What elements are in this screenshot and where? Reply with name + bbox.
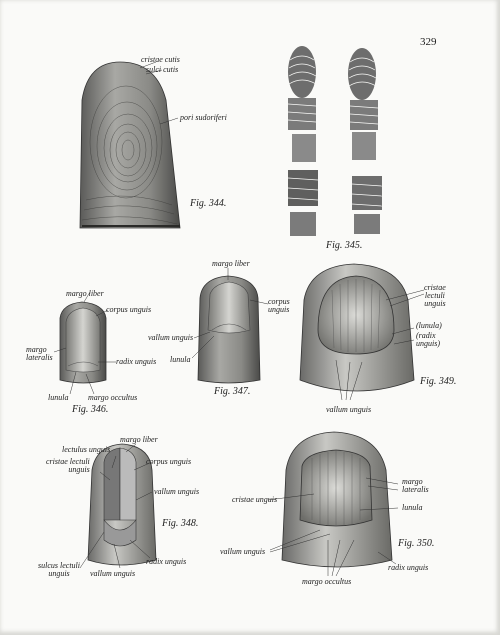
fig347-finger [192, 268, 268, 383]
label-margo-occultus: margo occultus [88, 393, 138, 402]
label-radix-unguis: radix unguis [146, 557, 187, 566]
fig350-nailbed [268, 432, 398, 576]
label-radix-unguis: radix unguis [388, 563, 429, 572]
fig348-sectioned-finger [80, 444, 156, 568]
caption-fig346: Fig. 346. [72, 404, 109, 415]
fig344-fingertip [80, 62, 180, 228]
label-cristae-unguis: cristae unguis [232, 495, 278, 504]
label-lunula: lunula [48, 393, 69, 402]
label-margo-occultus: margo occultus [302, 577, 352, 586]
label-vallum-unguis: vallum unguis [148, 333, 194, 342]
label-cristae-cutis: cristae cutis [141, 55, 180, 64]
label-pori-sudoriferi: pori sudoriferi [180, 113, 227, 122]
label-corpus-unguis: corpus unguis [146, 457, 192, 466]
fig345-fingerprints [288, 46, 382, 236]
caption-fig347: Fig. 347. [214, 386, 251, 397]
caption-fig350: Fig. 350. [398, 538, 435, 549]
caption-fig344: Fig. 344. [190, 198, 227, 209]
label-vallum-unguis: vallum unguis [154, 487, 200, 496]
label-vallum-unguis: vallum unguis [220, 547, 266, 556]
caption-fig348: Fig. 348. [162, 518, 199, 529]
label-lunula: lunula [170, 355, 191, 364]
label-lectulus-unguis: lectulus unguis [62, 445, 111, 454]
label-lunula: lunula [402, 503, 423, 512]
label-margo-lateralis: margo lateralis [402, 477, 429, 494]
label-corpus-unguis: corpus unguis [268, 297, 290, 314]
label-vallum-unguis: vallum unguis [326, 405, 372, 414]
page-number: 329 [420, 36, 437, 48]
label-sulcus-lectuli-unguis: sulcus lectuli unguis [38, 561, 80, 578]
label-radix-unguis: (radix unguis) [416, 331, 440, 348]
label-margo-liber: margo liber [66, 289, 104, 298]
label-vallum-unguis-bottom: vallum unguis [90, 569, 136, 578]
label-cristae-lectuli-unguis: cristae lectuli unguis [424, 283, 446, 308]
fig349-nailbed [300, 264, 424, 400]
label-margo-lateralis: margo lateralis [26, 345, 53, 362]
label-margo-liber: margo liber [212, 259, 250, 268]
label-lunula: (lunula) [416, 321, 442, 330]
label-cristae-lectuli-unguis: cristae lectuli unguis [46, 457, 90, 474]
label-margo-liber: margo liber [120, 435, 158, 444]
label-corpus-unguis: corpus unguis [106, 305, 152, 314]
caption-fig345: Fig. 345. [326, 240, 363, 251]
caption-fig349: Fig. 349. [420, 376, 457, 387]
label-radix-unguis: radix unguis [116, 357, 157, 366]
label-sulci-cutis: sulci cutis [146, 65, 179, 74]
